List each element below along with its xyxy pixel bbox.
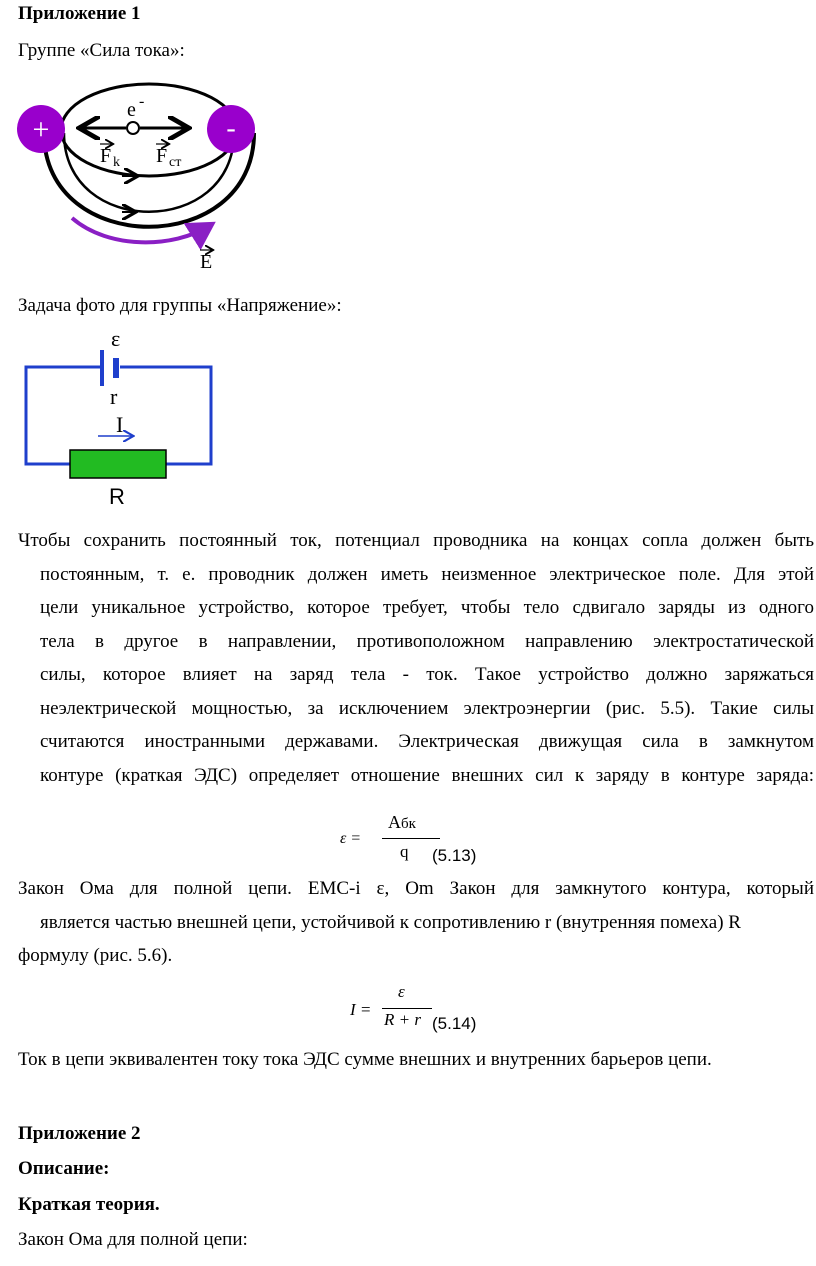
formula-number: (5.14) [432,1014,477,1033]
paragraph-line: тела в другое в направлении, противоположном направлению электростатической [40,630,814,652]
emf-label: ε [111,328,121,351]
paragraph-line: неэлектрической мощностью, за исключением электроэнергии (рис. 5.5). Такие силы [40,697,814,719]
resistor-label: R [109,484,125,509]
fst-label: F [156,145,168,167]
electron-label: e [127,99,136,121]
formula-lhs: ε = [340,830,362,847]
paragraph-line: Закон Ома для полной цепи. EMC-i ε, Om Закон для замкнутого контура, который [18,878,814,899]
paragraph-line: цели уникальное устройство, которое требует, чтобы тело сдвигало заряды из одного [40,597,814,618]
group-current-caption: Группе «Сила тока»: [18,40,185,61]
fk-sub: k [113,155,120,170]
minus-sign: - [226,113,236,144]
description-heading: Описание: [18,1158,110,1179]
theory-heading: Краткая теория. [18,1194,160,1215]
paragraph-ohm [18,872,814,973]
electron-sup: - [139,93,145,110]
formula-lhs: I = [350,1000,372,1019]
e-field-label: E [200,251,213,273]
internal-resistance-label: r [110,384,118,409]
resistor [70,450,166,478]
closing-sentence: Ток в цепи эквивалентен току тока ЭДС сумме внешних и внутренних барьеров цепи. [18,1049,712,1070]
paragraph-line: силы, которое влияет на заряд тела - ток. Такое устройство должно заряжаться [40,664,814,685]
formula-numerator: Aбк [388,812,416,832]
formula-5-13 [340,812,510,868]
plus-sign: + [32,113,50,146]
paragraph-line: считаются иностранными державами. Электрическая движущая сила в замкнутом [40,731,814,752]
formula-denominator: q [400,842,409,861]
paragraph-emf [18,524,814,792]
fraction-bar [382,1008,432,1009]
current-label: I [116,412,124,437]
paragraph-line: Чтобы сохранить постоянный ток, потенциал проводника на концах сопла должен быть [18,530,814,551]
fraction-bar [382,838,440,839]
paragraph-line: контуре (краткая ЭДС) определяет отношение внешних сил к заряду в контуре заряда: [40,764,814,786]
fk-label: F [100,145,112,167]
fst-sub: ст [169,155,182,170]
paragraph-line: формулу (рис. 5.6). [18,945,173,966]
paragraph-line: является частью внешней цепи, устойчивой к сопротивлению r (внутренняя помеха) R [40,911,741,933]
formula-denominator: R + r [384,1010,421,1029]
group-voltage-caption: Задача фото для группы «Напряжение»: [18,295,342,316]
formula-number: (5.13) [432,846,477,865]
ohm-law-caption: Закон Ома для полной цепи: [18,1229,248,1250]
appendix2-heading: Приложение 2 [18,1123,141,1144]
appendix1-heading: Приложение 1 [18,3,141,24]
formula-numerator: ε [398,982,405,1001]
paragraph-line: постоянным, т. е. проводник должен иметь неизменное электрическое поле. Для этой [40,563,814,585]
formula-5-14 [350,982,520,1038]
figure-current-diagram [14,78,274,278]
figure-circuit-diagram [20,328,220,510]
